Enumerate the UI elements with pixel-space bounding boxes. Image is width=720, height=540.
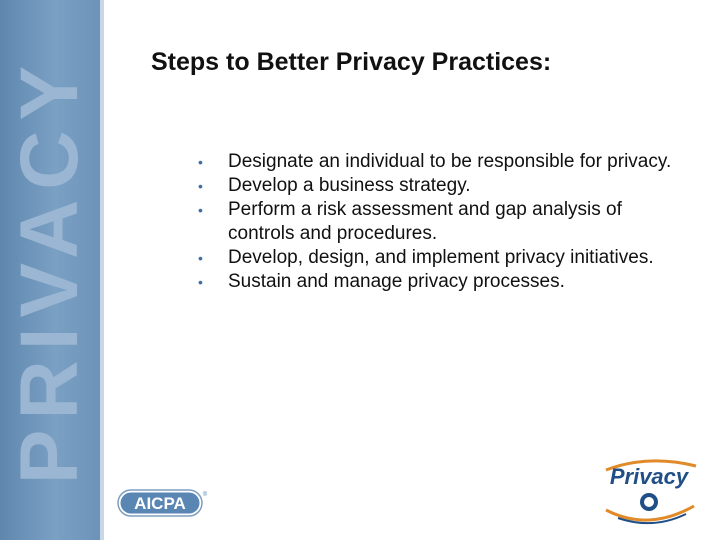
bullet-text: Designate an individual to be responsible for privacy. <box>228 151 672 172</box>
bullet-text: Perform a risk assessment and gap analysis of controls and procedures. <box>228 199 622 244</box>
privacy-seal-logo <box>598 452 700 528</box>
aicpa-logo <box>117 488 209 518</box>
bullet-icon: • <box>198 154 203 170</box>
bullet-item <box>198 174 678 198</box>
registered-mark: ® <box>202 492 208 498</box>
bullet-icon: • <box>198 202 203 218</box>
privacy-seal-text: Privacy <box>609 464 689 489</box>
bullet-item <box>198 198 678 246</box>
privacy-sidebar <box>0 0 100 540</box>
bullet-item <box>198 246 678 270</box>
bullet-icon: • <box>198 274 203 290</box>
bullet-item <box>198 150 678 174</box>
bullet-list <box>198 150 678 294</box>
slide-title: Steps to Better Privacy Practices: <box>151 48 552 76</box>
bullet-icon: • <box>198 250 203 266</box>
bullet-text: Develop, design, and implement privacy initiatives. <box>228 247 654 268</box>
bullet-text: Develop a business strategy. <box>228 175 471 196</box>
bullet-icon: • <box>198 178 203 194</box>
sidebar-edge-divider <box>100 0 104 540</box>
bullet-item <box>198 270 678 294</box>
bullet-text: Sustain and manage privacy processes. <box>228 271 565 292</box>
aicpa-logo-text: AICPA <box>134 494 186 513</box>
sidebar-watermark-text: PRIVACY <box>4 55 95 485</box>
